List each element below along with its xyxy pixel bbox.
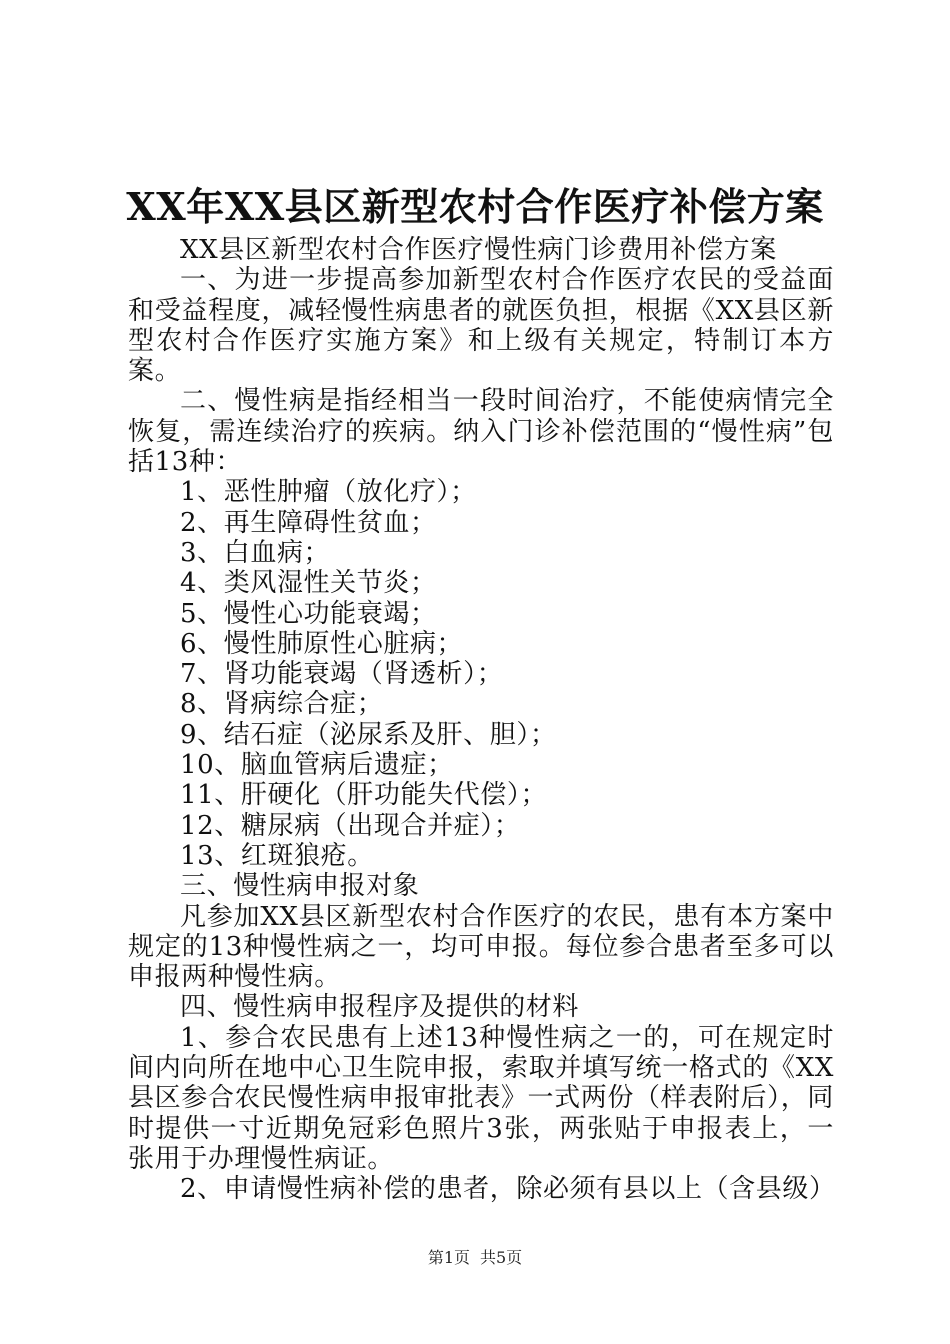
paragraph-section-2: 二、慢性病是指经相当一段时间治疗，不能使病情完全恢复，需连续治疗的疾病。纳入门诊补偿范围的“慢性病”包括13种：: [128, 386, 834, 478]
paragraph-section-4-item-2: 2、申请慢性病补偿的患者，除必须有县以上（含县级）: [180, 1174, 836, 1205]
page-total: 共5页: [480, 1248, 523, 1267]
paragraph-section-3-heading: 三、慢性病申报对象: [180, 871, 420, 902]
list-item: 6、慢性肺原性心脏病；: [180, 628, 464, 659]
list-item: 9、结石症（泌尿系及肝、胆）；: [180, 719, 557, 750]
paragraph-section-1: 一、为进一步提高参加新型农村合作医疗农民的受益面和受益程度，减轻慢性病患者的就医负担，根据《XX县区新型农村合作医疗实施方案》和上级有关规定，特制订本方案。: [128, 265, 834, 387]
list-item: 7、肾功能衰竭（肾透析）；: [180, 659, 504, 690]
document-body: [128, 235, 834, 1205]
list-item: 10、脑血管病后遗症；: [180, 750, 454, 781]
list-item: 3、白血病；: [180, 537, 331, 568]
list-item: 1、恶性肿瘤（放化疗）；: [180, 477, 477, 508]
list-item: 12、糖尿病（出现合并症）；: [180, 810, 521, 841]
list-item: 8、肾病综合症；: [180, 689, 384, 720]
list-item: 4、类风湿性关节炎；: [180, 568, 437, 599]
disease-list: [128, 477, 834, 871]
list-item: 13、红斑狼疮。: [180, 840, 374, 871]
page-footer: [0, 1248, 950, 1268]
list-item: 2、再生障碍性贫血；: [180, 507, 437, 538]
page-number: 第1页: [427, 1248, 470, 1267]
paragraph-section-3-body: 凡参加XX县区新型农村合作医疗的农民，患有本方案中规定的13种慢性病之一，均可申报。每位参合患者至多可以申报两种慢性病。: [128, 901, 834, 993]
paragraph-subtitle: XX县区新型农村合作医疗慢性病门诊费用补偿方案: [180, 235, 777, 265]
paragraph-section-4-item-1: 1、参合农民患有上述13种慢性病之一的，可在规定时间内向所在地中心卫生院申报，索取并填写统一格式的《XX县区参合农民慢性病申报审批表》一式两份（样表附后），同时提供一寸近期免冠彩色照片3张，两张贴于申报表上，一张用于办理慢性病证。: [128, 1022, 834, 1174]
paragraph-section-4-heading: 四、慢性病申报程序及提供的材料: [180, 992, 580, 1023]
list-item: 5、慢性心功能衰竭；: [180, 598, 437, 629]
list-item: 11、肝硬化（肝功能失代偿）；: [180, 780, 548, 811]
document-title: XX年XX县区新型农村合作医疗补偿方案: [126, 184, 824, 229]
